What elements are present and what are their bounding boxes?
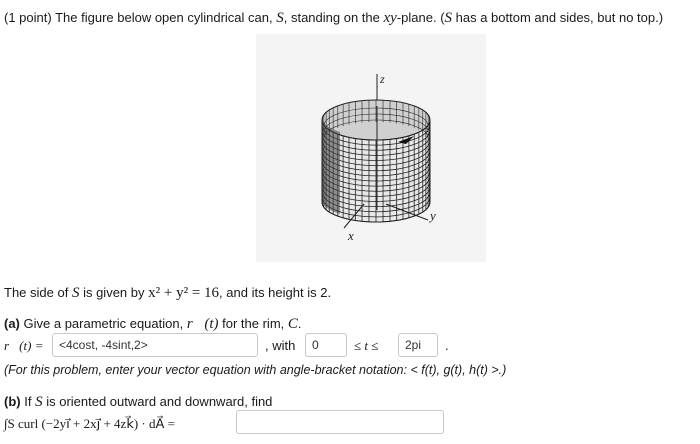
cylinder-mesh [322, 100, 430, 222]
part-a-r-of-t: r⃗(t) [186, 316, 219, 332]
t-inequality: ≤ t ≤ [354, 338, 379, 353]
cylinder-svg [256, 34, 486, 262]
intro-text: The figure below open cylindrical can, [55, 10, 273, 25]
intro-text-d: has a bottom and sides, but no top.) [452, 10, 664, 25]
part-b-label: (b) [4, 394, 21, 409]
part-a-text-b: for the rim, [222, 316, 285, 331]
part-a-label: (a) [4, 316, 20, 331]
side-description [4, 284, 331, 302]
intro-symbol-s: S [276, 10, 284, 26]
intro-symbol-s2: S [444, 10, 453, 26]
part-b-symbol-s: S [35, 394, 43, 410]
side-symbol-s: S [71, 285, 80, 301]
answer-dot: . [445, 338, 449, 353]
intro-symbol-xy: xy [383, 10, 397, 26]
part-b-text-b: is oriented outward and downward, find [46, 394, 273, 409]
with-label: , with [265, 338, 296, 353]
part-a-note: (For this problem, enter your vector equation with angle-bracket notation: < f(t), g(t), h(t) >.) [4, 363, 507, 377]
part-a-period: . [297, 316, 302, 331]
part-b-prompt [4, 393, 272, 411]
cylinder-figure [256, 34, 486, 262]
intro-text-c: -plane. ( [396, 10, 445, 25]
side-equation: x² + y² = 16 [148, 285, 220, 301]
problem-intro [4, 9, 663, 27]
part-b-text-a: If [24, 394, 32, 409]
side-text-c: , and its height is 2. [219, 285, 332, 300]
side-text-a: The side of [4, 285, 69, 300]
axis-x-label: x [348, 228, 354, 243]
part-a-symbol-c: C [287, 316, 298, 332]
intro-text-b: , standing on the [283, 10, 380, 25]
r-of-t-lhs: r⃗(t) = [4, 338, 44, 353]
part-a-prompt [4, 315, 302, 333]
t-lower-input[interactable]: 0 [305, 333, 347, 357]
integral-answer-input[interactable] [236, 410, 444, 434]
points-label: (1 point) [4, 10, 52, 25]
surface-integral-expression: ∫S curl (−2yi⃗ + 2xj⃗ + 4zk⃗) · dA⃗ = [4, 416, 175, 431]
rim-equation-input[interactable]: <4cost, -4sint,2> [52, 333, 258, 357]
side-text-b: is given by [83, 285, 145, 300]
axis-y-label: y [430, 208, 436, 223]
t-upper-input[interactable]: 2pi [398, 333, 438, 357]
axis-z-label: z [380, 72, 385, 86]
part-a-text: Give a parametric equation, [23, 316, 184, 331]
